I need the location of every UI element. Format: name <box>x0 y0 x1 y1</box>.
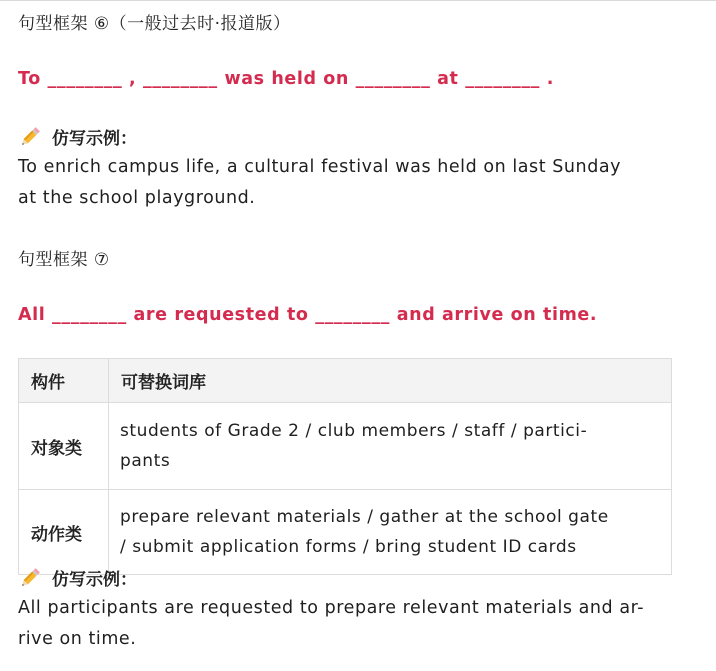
table-row <box>19 403 672 490</box>
section-6-example-title <box>18 124 137 149</box>
row-label: 对象类 <box>19 403 109 490</box>
value-line: students of Grade 2 / club members / staff / partici- <box>120 421 588 441</box>
example-line: All participants are requested to prepare relevant materials and ar- <box>18 598 645 618</box>
section-7-example-text <box>18 593 678 655</box>
row-values <box>109 490 672 575</box>
section-7-example-title <box>18 565 137 590</box>
section-6-example-text <box>18 152 678 214</box>
value-line: / submit application forms / bring student ID cards <box>120 537 577 557</box>
row-label: 动作类 <box>19 490 109 575</box>
section-6-pattern: To ________ , ________ was held on ________ at ________ . <box>18 69 554 89</box>
example-line: rive on time. <box>18 629 137 649</box>
table-header-word-bank: 可替换词库 <box>109 359 672 403</box>
section-6-heading: 句型框架 ⑥（一般过去时·报道版） <box>18 14 291 34</box>
pencil-icon <box>18 125 42 149</box>
section-7-pattern: All ________ are requested to ________ and arrive on time. <box>18 305 598 325</box>
row-values <box>109 403 672 490</box>
replacement-word-table <box>18 358 672 575</box>
table-row <box>19 490 672 575</box>
section-7-heading: 句型框架 ⑦ <box>18 250 110 270</box>
top-divider <box>0 0 716 1</box>
example-line: at the school playground. <box>18 188 256 208</box>
pencil-icon <box>18 566 42 590</box>
table-header-component: 构件 <box>19 359 109 403</box>
example-title-label: 仿写示例： <box>52 129 137 149</box>
example-title-label: 仿写示例： <box>52 570 137 590</box>
example-line: To enrich campus life, a cultural festival was held on last Sunday <box>18 157 622 177</box>
value-line: pants <box>120 451 171 471</box>
value-line: prepare relevant materials / gather at the school gate <box>120 507 609 527</box>
